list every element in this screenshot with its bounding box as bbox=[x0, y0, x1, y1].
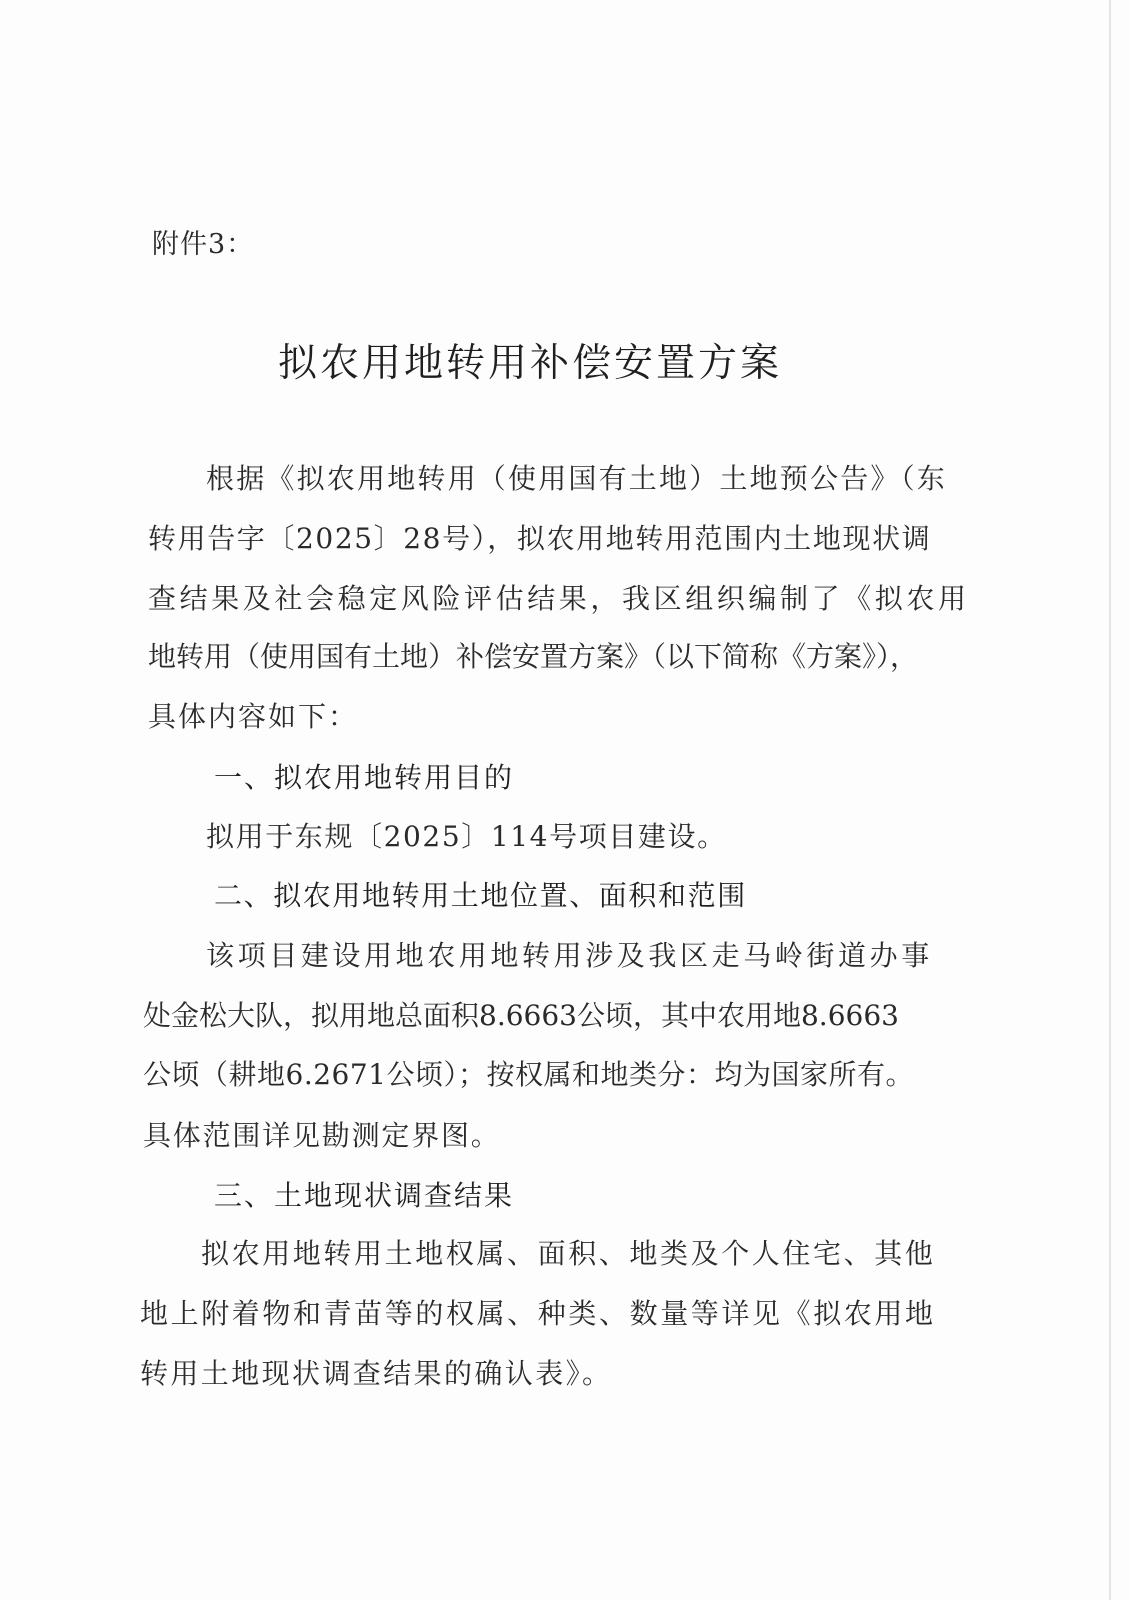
section-2-heading: 二、拟农用地转用土地位置、面积和范围 bbox=[214, 879, 747, 912]
intro-line-4: 地转用（使用国有土地）补偿安置方案》（以下简称《方案》）， bbox=[148, 640, 919, 673]
section-2-line-2: 处金松大队，拟用地总面积8.6663公顷，其中农用地8.6663 bbox=[143, 999, 899, 1032]
scan-edge-line bbox=[1109, 0, 1111, 1600]
document-title: 拟农用地转用补偿安置方案 bbox=[277, 341, 782, 386]
section-1-heading: 一、拟农用地转用目的 bbox=[214, 761, 515, 794]
intro-line-3: 查结果及社会稳定风险评估结果，我区组织编制了《拟农用 bbox=[148, 582, 970, 615]
section-3-line-2: 地上附着物和青苗等的权属、种类、数量等详见《拟农用地 bbox=[140, 1297, 936, 1330]
section-3-line-3: 转用土地现状调查结果的确认表》。 bbox=[140, 1357, 613, 1390]
attachment-label: 附件3： bbox=[152, 229, 255, 260]
intro-line-5: 具体内容如下： bbox=[148, 700, 359, 733]
section-3-heading: 三、土地现状调查结果 bbox=[214, 1179, 515, 1212]
section-2-line-4: 具体范围详见勘测定界图。 bbox=[143, 1119, 501, 1152]
intro-line-2: 转用告字〔2025〕28号），拟农用地转用范围内土地现状调 bbox=[148, 522, 932, 555]
section-1-line-1: 拟用于东规〔2025〕114号项目建设。 bbox=[206, 820, 727, 853]
section-3-line-1: 拟农用地转用土地权属、面积、地类及个人住宅、其他 bbox=[201, 1237, 936, 1270]
intro-line-1: 根据《拟农用地转用（使用国有土地）土地预公告》（东 bbox=[206, 462, 948, 495]
section-2-line-3: 公顷（耕地6.2671公顷）；按权属和地类分：均为国家所有。 bbox=[143, 1058, 914, 1091]
section-2-line-1: 该项目建设用地农用地转用涉及我区走马岭街道办事 bbox=[206, 939, 933, 972]
